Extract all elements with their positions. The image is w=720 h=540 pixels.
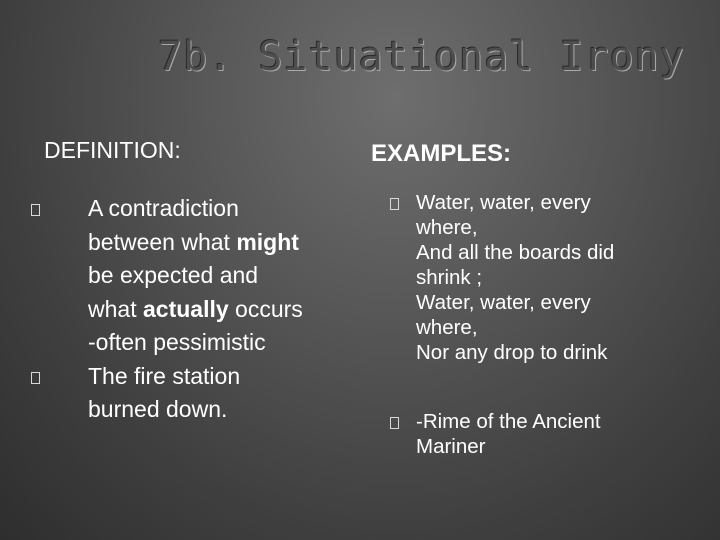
example-line: shrink ; [416,266,483,289]
definition-line: burned down. [88,396,228,422]
definition-list [88,192,368,427]
definition-line [88,226,368,260]
definition-heading [44,137,181,164]
list-spacer [416,365,696,409]
bullet-box-icon [31,204,40,216]
examples-list [416,190,696,459]
example-line: Water, water, every [416,191,591,214]
example-line: -Rime of the Ancient [416,410,601,433]
examples-heading: EXAMPLES: [371,140,512,167]
definition-line: The fire station [88,362,241,389]
example-line: Mariner [416,435,486,458]
emphasis-actually: actually [142,295,229,322]
bullet-box-icon [31,372,40,384]
example-line: where, [416,316,478,339]
example-line: Water, water, every [416,291,591,314]
bullet-box-icon [390,417,399,429]
example-line: where, [416,216,478,239]
definition-item [88,360,368,427]
definition-line: be expected and [88,262,259,288]
definition-heading-colon: : [174,137,181,163]
example-item [416,409,696,459]
text-span: occurs [228,295,303,322]
text-span: what [88,295,143,322]
definition-line: -often pessimistic [88,329,266,355]
example-line: Nor any drop to drink [416,341,608,364]
definition-heading-label: DEFINITION [44,137,175,163]
definition-line [88,293,368,327]
example-item [416,190,696,365]
text-span: between what [88,228,237,255]
example-line: And all the boards did [416,241,615,264]
bullet-box-icon [390,198,399,210]
slide-title: 7b. Situational Irony [158,34,685,80]
definition-item [88,192,368,360]
definition-line: A contradiction [88,195,239,221]
emphasis-might: might [236,228,299,255]
